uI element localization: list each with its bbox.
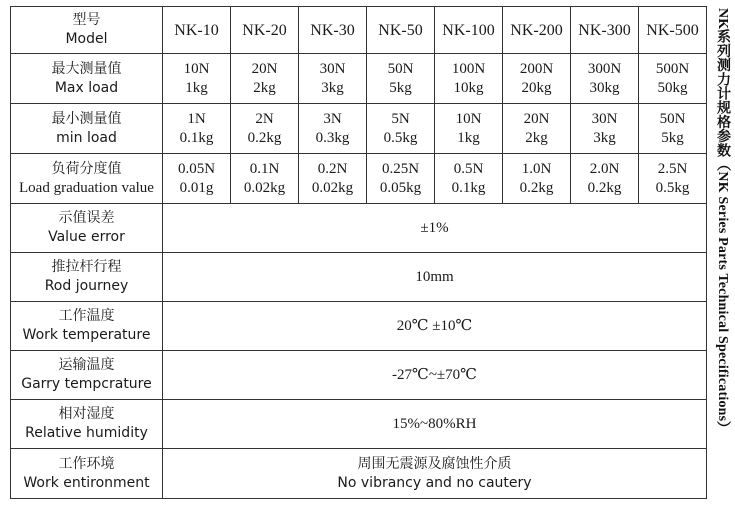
- value-kg: 20kg: [521, 79, 552, 96]
- value-n: 10N: [455, 110, 482, 127]
- model-nk-500: NK-500: [639, 7, 707, 54]
- value-n: 300N: [587, 60, 622, 77]
- row-label-cell: [11, 253, 163, 302]
- row-label-en: Work entironment: [23, 474, 150, 491]
- value-cell: [299, 54, 367, 104]
- row-label-cell: [11, 449, 163, 499]
- row-label-en: Rod journey: [44, 278, 129, 294]
- value-n: 1N: [187, 110, 206, 127]
- value-n: 500N: [655, 60, 690, 77]
- value-n: 2.5N: [657, 160, 688, 177]
- row-label-en: min load: [56, 129, 117, 146]
- value-n: 0.05N: [177, 160, 216, 177]
- value-n: 3N: [323, 110, 342, 127]
- row-max-load: [11, 54, 707, 104]
- value-n: 200N: [519, 60, 554, 77]
- value-kg: 2kg: [253, 79, 276, 96]
- model-nk-10: NK-10: [163, 7, 231, 54]
- common-value-cell: 20℃ ±10℃: [163, 302, 707, 351]
- value-n: 20N: [251, 60, 278, 77]
- row-label-en: Work temperature: [22, 327, 151, 343]
- row-label-cell: [11, 154, 163, 204]
- value-kg: 0.2kg: [519, 179, 554, 196]
- value-cell: [435, 154, 503, 204]
- value-cell: [231, 154, 299, 204]
- value-cell: [571, 154, 639, 204]
- value-cell: [639, 104, 707, 154]
- header-label-cell: [11, 7, 163, 54]
- row-label-zh: 相对湿度: [58, 406, 115, 422]
- row-label-en: Load graduation value: [19, 179, 154, 196]
- value-kg: 5kg: [661, 129, 684, 146]
- row-label-cell: [11, 302, 163, 351]
- value-cell: [571, 54, 639, 104]
- row-label-zh: 工作温度: [58, 308, 115, 324]
- value-cell: [163, 104, 231, 154]
- value-cell: [435, 104, 503, 154]
- row-label-zh: 负荷分度值: [51, 160, 122, 177]
- model-nk-200: NK-200: [503, 7, 571, 54]
- value-kg: 0.2kg: [247, 129, 282, 146]
- value-kg: 2kg: [525, 129, 548, 146]
- value-n: 30N: [319, 60, 346, 77]
- value-cell: [435, 54, 503, 104]
- row-label-en: Max load: [54, 79, 119, 96]
- environment-value-en: No vibrancy and no cautery: [337, 474, 532, 491]
- row-label-cell: [11, 54, 163, 104]
- common-value-cell: ±1%: [163, 204, 707, 253]
- value-kg: 0.2kg: [587, 179, 622, 196]
- row-label-zh: 推拉杆行程: [51, 259, 122, 275]
- value-kg: 10kg: [453, 79, 484, 96]
- value-n: 20N: [523, 110, 550, 127]
- value-n: 50N: [387, 60, 414, 77]
- value-kg: 0.05kg: [379, 179, 422, 196]
- value-n: 50N: [659, 110, 686, 127]
- value-cell: [299, 104, 367, 154]
- row-label-cell: [11, 351, 163, 400]
- spec-sheet: [10, 6, 707, 499]
- value-kg: 0.02kg: [243, 179, 286, 196]
- spec-table: [10, 6, 707, 499]
- row-rod-journey: [11, 253, 707, 302]
- value-kg: 3kg: [321, 79, 344, 96]
- model-nk-100: NK-100: [435, 7, 503, 54]
- row-value-error: [11, 204, 707, 253]
- row-label-en: Garry tempcrature: [21, 376, 152, 392]
- row-relative-humidity: [11, 400, 707, 449]
- value-n: 2.0N: [589, 160, 620, 177]
- row-transport-temperature: [11, 351, 707, 400]
- value-cell: [367, 154, 435, 204]
- value-n: 5N: [391, 110, 410, 127]
- value-n: 2N: [255, 110, 274, 127]
- value-cell: [639, 154, 707, 204]
- value-kg: 1kg: [457, 129, 480, 146]
- value-kg: 0.02kg: [311, 179, 354, 196]
- value-n: 100N: [451, 60, 486, 77]
- row-label-en: Value error: [48, 229, 125, 245]
- header-row: [11, 7, 707, 54]
- row-label-cell: [11, 400, 163, 449]
- value-cell: [571, 104, 639, 154]
- value-n: 30N: [591, 110, 618, 127]
- common-value-cell: [163, 449, 707, 499]
- value-n: 0.5N: [453, 160, 484, 177]
- common-value-cell: -27℃~±70℃: [163, 351, 707, 400]
- model-nk-50: NK-50: [367, 7, 435, 54]
- row-label-zh: 工作环境: [58, 455, 115, 472]
- model-nk-30: NK-30: [299, 7, 367, 54]
- value-cell: [503, 104, 571, 154]
- value-cell: [163, 54, 231, 104]
- side-title: NK系列测力计规格参数（NK Series Parts Technical Specifications）: [715, 8, 730, 436]
- value-kg: 5kg: [389, 79, 412, 96]
- value-kg: 50kg: [657, 79, 688, 96]
- value-n: 0.1N: [249, 160, 280, 177]
- value-n: 0.25N: [381, 160, 420, 177]
- value-n: 0.2N: [317, 160, 348, 177]
- common-value-cell: 15%~80%RH: [163, 400, 707, 449]
- row-label-zh: 运输温度: [58, 357, 115, 373]
- value-cell: [299, 154, 367, 204]
- value-kg: 0.5kg: [655, 179, 690, 196]
- value-cell: [503, 154, 571, 204]
- row-label-zh: 最大测量值: [51, 60, 122, 77]
- value-kg: 0.01g: [179, 179, 214, 196]
- row-label-zh: 示值误差: [58, 210, 115, 226]
- model-nk-20: NK-20: [231, 7, 299, 54]
- row-work-temperature: [11, 302, 707, 351]
- value-n: 1.0N: [521, 160, 552, 177]
- value-kg: 0.5kg: [383, 129, 418, 146]
- header-label-zh: 型号: [72, 12, 101, 28]
- row-label-cell: [11, 204, 163, 253]
- value-cell: [231, 54, 299, 104]
- value-cell: [367, 104, 435, 154]
- value-cell: [639, 54, 707, 104]
- row-label-en: Relative humidity: [25, 425, 148, 441]
- value-kg: 1kg: [185, 79, 208, 96]
- value-cell: [163, 154, 231, 204]
- model-nk-300: NK-300: [571, 7, 639, 54]
- value-kg: 0.3kg: [315, 129, 350, 146]
- value-kg: 0.1kg: [451, 179, 486, 196]
- value-cell: [503, 54, 571, 104]
- value-cell: [367, 54, 435, 104]
- environment-value-zh: 周围无震源及腐蚀性介质: [357, 455, 512, 472]
- common-value-cell: 10mm: [163, 253, 707, 302]
- value-n: 10N: [183, 60, 210, 77]
- row-work-environment: [11, 449, 707, 499]
- value-kg: 30kg: [589, 79, 620, 96]
- value-kg: 0.1kg: [179, 129, 214, 146]
- value-kg: 3kg: [593, 129, 616, 146]
- row-label-zh: 最小测量值: [51, 110, 122, 127]
- header-label-en: Model: [65, 31, 108, 47]
- value-cell: [231, 104, 299, 154]
- row-min-load: [11, 104, 707, 154]
- row-label-cell: [11, 104, 163, 154]
- row-load-graduation: [11, 154, 707, 204]
